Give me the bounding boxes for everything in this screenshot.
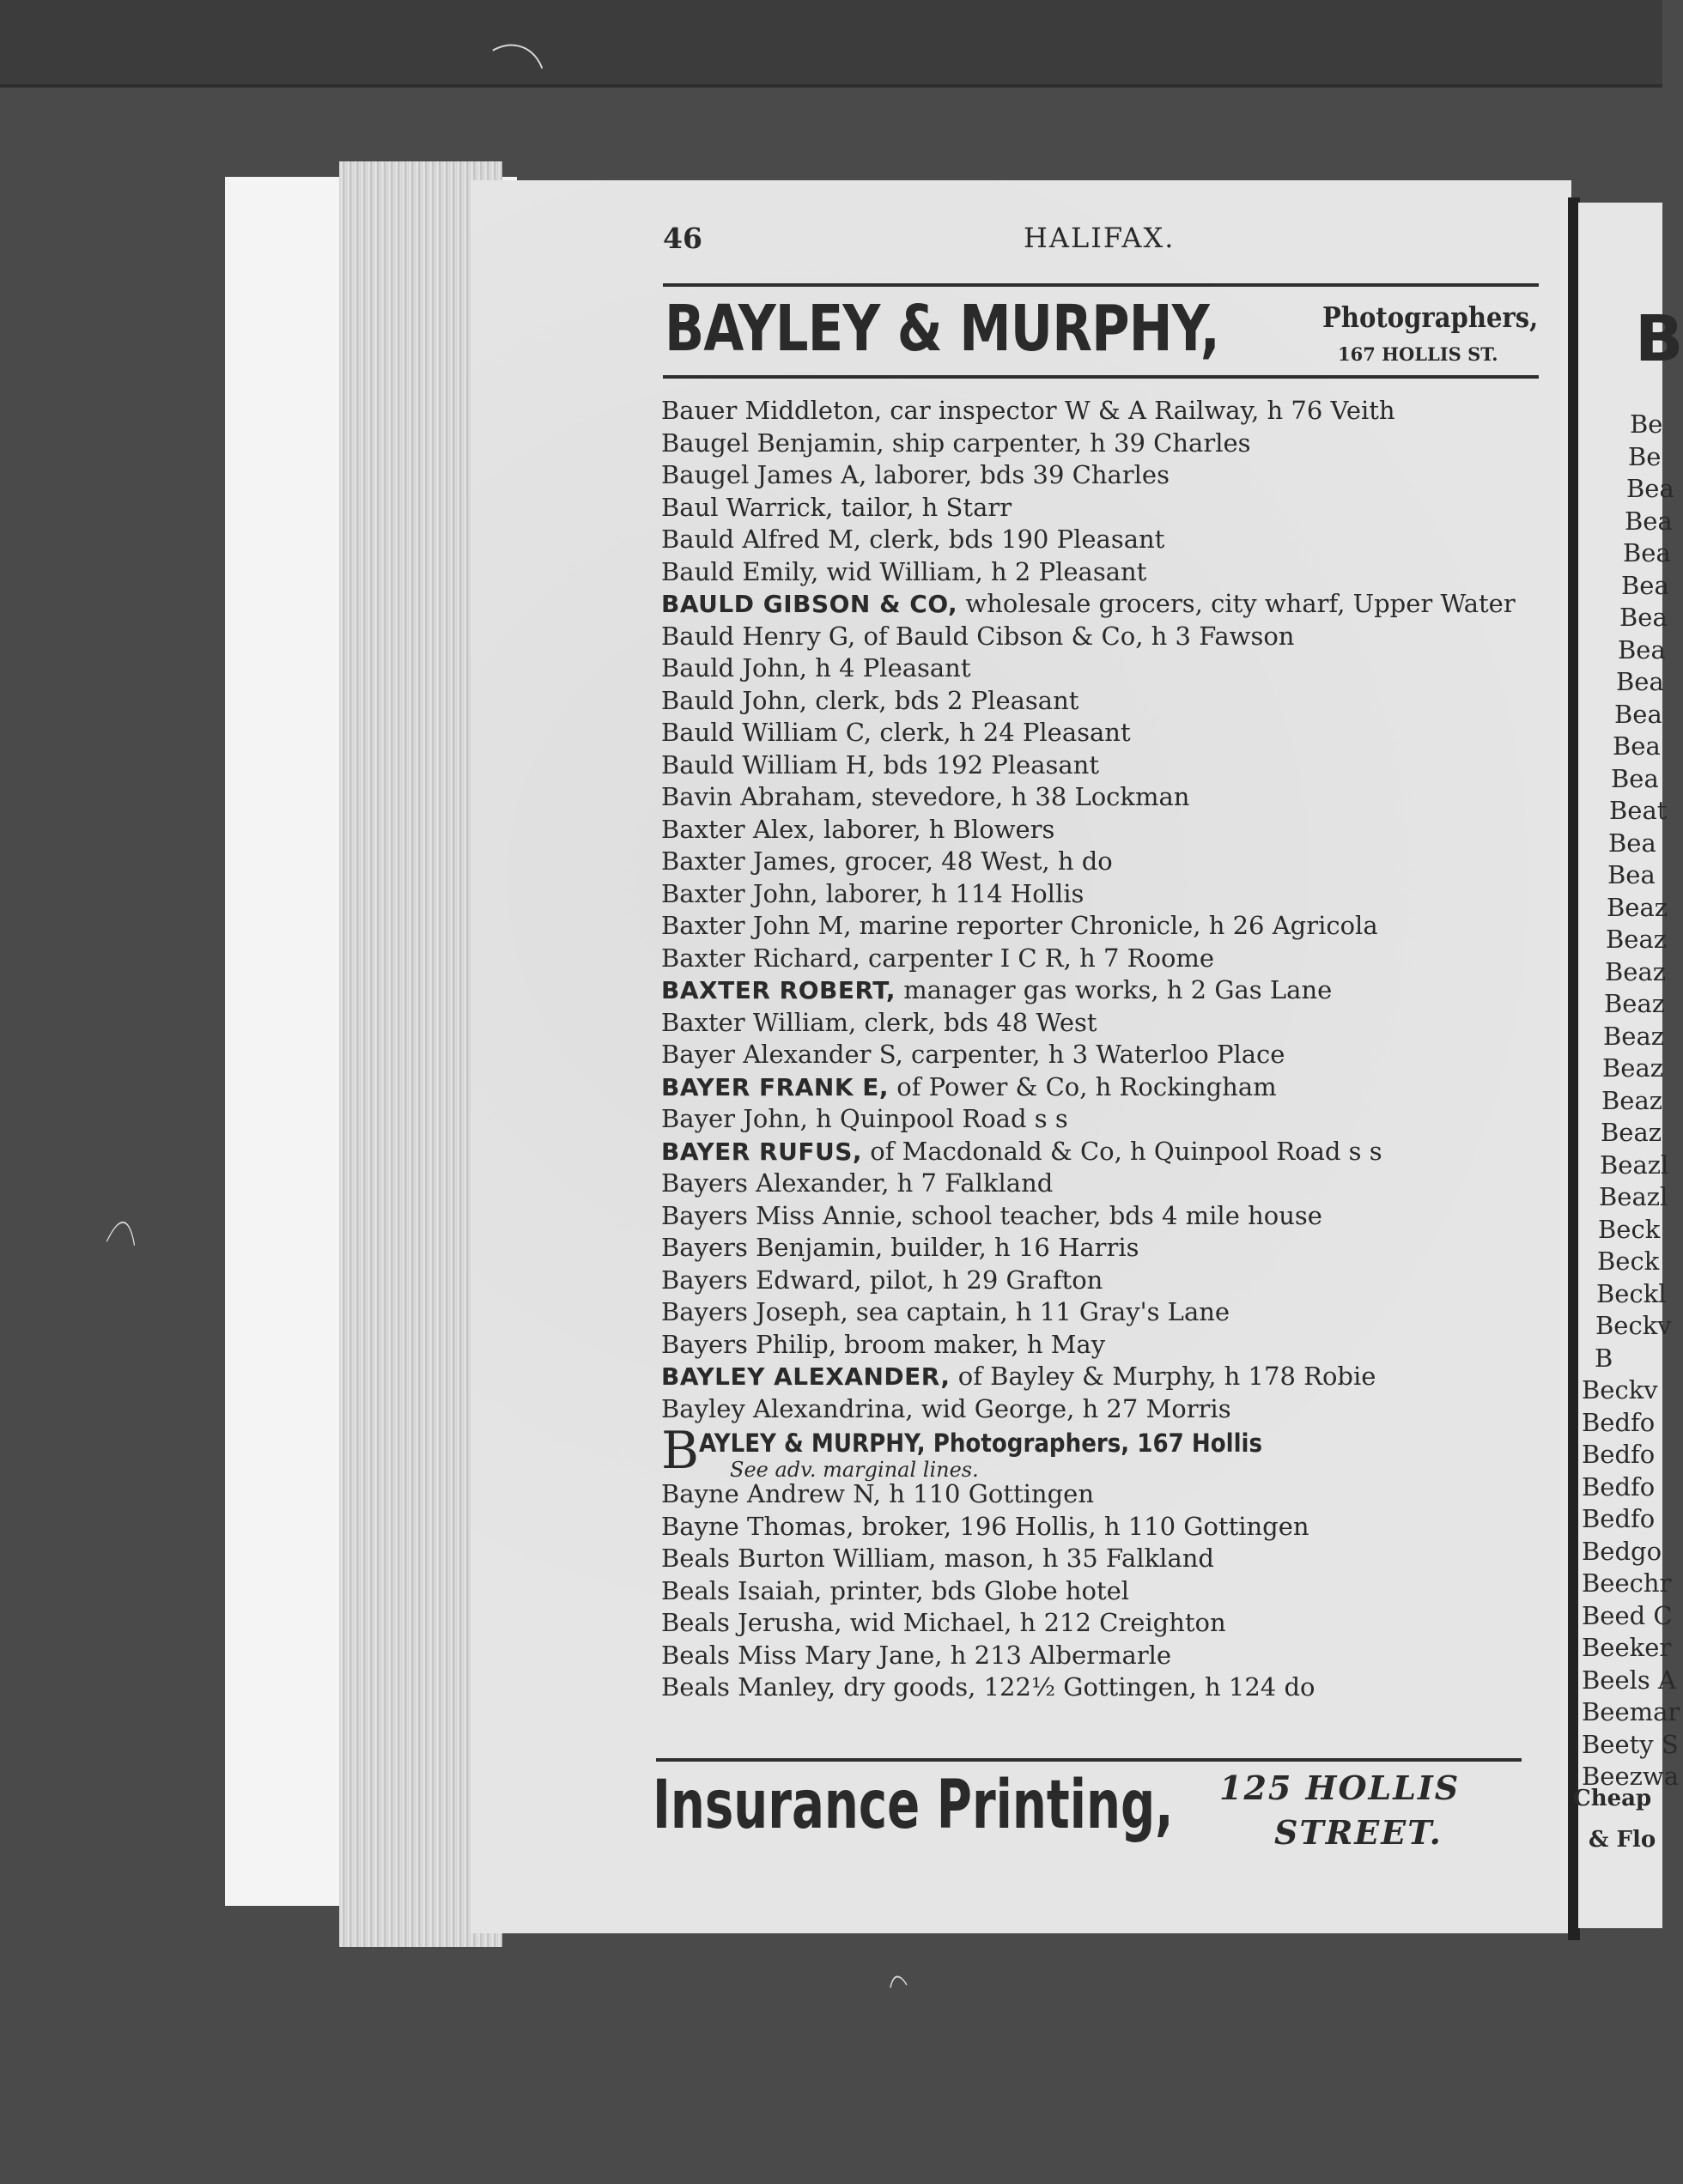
page-header — [663, 221, 1539, 264]
directory-entry — [661, 1478, 1571, 1511]
entry-text: Bayley Alexandrina, wid George, h 27 Morris — [661, 1393, 1231, 1423]
entry-text: Baugel James A, laborer, bds 39 Charles — [661, 460, 1170, 489]
footer-address-line2: STREET. — [1274, 1813, 1443, 1852]
facing-page-fragment: Bedfo — [1582, 1471, 1656, 1502]
entry-text: Bayers Alexander, h 7 Falkland — [661, 1168, 1054, 1198]
entry-text: Bauld William C, clerk, h 24 Pleasant — [661, 718, 1131, 747]
directory-entry — [661, 1039, 1571, 1071]
directory-entry — [661, 395, 1571, 428]
banner-rule-bottom — [663, 375, 1539, 379]
facing-page-fragment: Beels A — [1582, 1665, 1676, 1695]
entry-text: Baxter Richard, carpenter I C R, h 7 Roome — [661, 943, 1215, 973]
directory-entry — [661, 1168, 1571, 1200]
facing-page-fragment: Bedfo — [1582, 1407, 1656, 1437]
directory-entry — [661, 1393, 1571, 1426]
entry-text: Bayers Benjamin, builder, h 16 Harris — [661, 1233, 1139, 1262]
entry-text: Bavin Abraham, stevedore, h 38 Lockman — [661, 782, 1190, 811]
entry-text: Bauld Emily, wid William, h 2 Pleasant — [661, 556, 1147, 586]
facing-page-fragment: Bedfo — [1582, 1440, 1656, 1469]
facing-page-fragment: Bea — [1616, 667, 1664, 696]
entry-name: BAULD GIBSON & CO, — [661, 590, 958, 618]
facing-page-fragment: Beaz — [1606, 925, 1668, 954]
bayley-murphy-ad-entry — [661, 1421, 1571, 1482]
entry-text: Bayers Miss Annie, school teacher, bds 4 mile house — [661, 1200, 1322, 1230]
entry-name: BAYER RUFUS, — [661, 1137, 863, 1166]
entry-text: Bauld Henry G, of Bauld Cibson & Co, h 3 Fawson — [661, 621, 1295, 651]
directory-entry — [661, 1103, 1571, 1136]
directory-entry — [661, 749, 1571, 782]
facing-page-fragment: Bea — [1625, 506, 1673, 536]
dust-fiber — [878, 1973, 946, 2152]
entry-text: of Bayley & Murphy, h 178 Robie — [950, 1362, 1376, 1391]
entries-group-a — [661, 395, 1571, 1425]
facing-page-fragment: Beckv — [1595, 1311, 1672, 1340]
entry-text: Baxter William, clerk, bds 48 West — [661, 1007, 1097, 1037]
facing-page-fragment: Beaz — [1603, 1021, 1665, 1051]
facing-page-fragment: B — [1595, 1343, 1613, 1373]
directory-entry — [661, 492, 1571, 525]
facing-page-fragment: Bea — [1608, 828, 1656, 858]
directory-entry — [661, 1671, 1571, 1704]
directory-entry — [661, 459, 1571, 492]
directory-entry — [661, 1607, 1571, 1640]
directory-entry — [661, 846, 1571, 878]
directory-entry — [661, 814, 1571, 846]
facing-page-fragment: Bea — [1607, 860, 1656, 889]
directory-entry — [661, 1232, 1571, 1265]
facing-page-fragment: Beaz — [1604, 989, 1666, 1018]
directory-entry — [661, 1071, 1571, 1104]
entry-text: Bayer John, h Quinpool Road s s — [661, 1104, 1068, 1133]
facing-page-fragment: Beaz — [1601, 1085, 1663, 1115]
facing-page-footer-line1: Cheap — [1573, 1786, 1652, 1811]
directory-entry — [661, 1265, 1571, 1297]
directory-entries — [661, 395, 1571, 1704]
directory-entry — [661, 524, 1571, 556]
banner-firm-name: BAYLEY & MURPHY, — [665, 292, 1220, 366]
banner-rule-top — [663, 283, 1539, 287]
ad-initial: B — [661, 1421, 700, 1481]
entry-text: Baxter James, grocer, 48 West, h do — [661, 846, 1113, 876]
entry-text: Baxter Alex, laborer, h Blowers — [661, 814, 1055, 844]
entry-text: wholesale grocers, city wharf, Upper Water — [957, 589, 1516, 618]
facing-page-fragment: Beckl — [1596, 1278, 1667, 1308]
facing-page-fragment: Beck — [1598, 1214, 1661, 1244]
facing-page-fragment: Bea — [1626, 474, 1674, 503]
entry-text: Bayne Thomas, broker, 196 Hollis, h 110 Gottingen — [661, 1511, 1309, 1541]
entry-text: manager gas works, h 2 Gas Lane — [896, 975, 1333, 1004]
directory-entry — [661, 652, 1571, 685]
facing-page-fragment: Bedgo — [1582, 1536, 1662, 1566]
facing-page-fragment: Beaz — [1601, 1118, 1662, 1147]
entry-text: Baxter John, laborer, h 114 Hollis — [661, 878, 1085, 908]
facing-page-fragment: Bea — [1619, 603, 1668, 632]
entry-text: Bauld John, clerk, bds 2 Pleasant — [661, 685, 1079, 715]
entry-name: BAYLEY ALEXANDER, — [661, 1362, 951, 1391]
facing-page-fragment: Beazl — [1599, 1182, 1668, 1211]
entry-text: Beals Burton William, mason, h 35 Falkland — [661, 1544, 1214, 1573]
entry-text: Beals Isaiah, printer, bds Globe hotel — [661, 1575, 1130, 1605]
footer-rule — [656, 1758, 1522, 1762]
directory-entry — [661, 910, 1571, 943]
facing-page-fragment: Bea — [1621, 570, 1669, 600]
entry-text: Bayers Joseph, sea captain, h 11 Gray's Lane — [661, 1297, 1230, 1326]
facing-page-fragment: Beazl — [1600, 1150, 1669, 1180]
directory-entry — [661, 556, 1571, 589]
directory-entry — [661, 1329, 1571, 1362]
entry-text: Bayers Philip, broom maker, h May — [661, 1329, 1106, 1359]
facing-page-fragment: Beety S — [1582, 1729, 1679, 1759]
directory-entry — [661, 588, 1571, 621]
entry-text: Bauld William H, bds 192 Pleasant — [661, 749, 1100, 780]
facing-page-fragment: Beaz — [1602, 1053, 1664, 1083]
film-border-top — [0, 0, 1662, 86]
entry-text: Beals Miss Mary Jane, h 213 Albermarle — [661, 1640, 1172, 1670]
facing-page-fragment: Bea — [1623, 538, 1671, 567]
facing-page-fragment: Beeker — [1582, 1633, 1672, 1662]
running-head: HALIFAX. — [1024, 221, 1176, 254]
entry-text: Baugel Benjamin, ship carpenter, h 39 Charles — [661, 428, 1251, 458]
directory-entry — [661, 1511, 1571, 1544]
film-edge-line — [0, 84, 1662, 88]
entry-text: Bauer Middleton, car inspector W & A Railway, h 76 Veith — [661, 396, 1395, 425]
facing-page-fragment: Beck — [1597, 1247, 1660, 1276]
facing-page-header-letter: B — [1635, 302, 1683, 376]
entry-text: Beals Jerusha, wid Michael, h 212 Creighton — [661, 1608, 1226, 1637]
directory-entry — [661, 781, 1571, 814]
entry-text: Bauld John, h 4 Pleasant — [661, 653, 971, 682]
facing-page-fragment: Beed C — [1582, 1600, 1673, 1630]
ad-line-2: See adv. marginal lines. — [730, 1458, 979, 1482]
directory-entry — [661, 1640, 1571, 1672]
facing-page-fragment: Be — [1630, 410, 1663, 439]
facing-page-fragment: Beat — [1609, 796, 1668, 825]
footer-address-line1: 125 HOLLIS — [1219, 1768, 1461, 1807]
footer-slogan: Insurance Printing, — [653, 1767, 1174, 1844]
banner-trade: Photographers, — [1322, 300, 1539, 334]
directory-entry — [661, 685, 1571, 718]
directory-entry — [661, 717, 1571, 749]
directory-entry — [661, 1575, 1571, 1608]
entry-text: of Power & Co, h Rockingham — [889, 1071, 1277, 1101]
entry-text: Bayne Andrew N, h 110 Gottingen — [661, 1479, 1095, 1508]
dust-fiber — [15, 1216, 159, 1740]
facing-page-fragment: Bea — [1611, 763, 1659, 793]
directory-entry — [661, 428, 1571, 460]
facing-page-fragment: Beemar — [1582, 1697, 1680, 1726]
entry-text: of Macdonald & Co, h Quinpool Road s s — [862, 1136, 1382, 1166]
ad-line-1: AYLEY & MURPHY, Photographers, 167 Hollis — [699, 1429, 1263, 1458]
entries-group-b — [661, 1478, 1571, 1704]
directory-entry — [661, 1136, 1571, 1168]
facing-page-fragment: Bea — [1618, 634, 1666, 664]
directory-entry — [661, 974, 1571, 1007]
entry-name: BAYER FRANK E, — [661, 1072, 890, 1101]
directory-entry — [661, 1007, 1571, 1040]
directory-entry — [661, 1361, 1571, 1393]
entry-text: Baxter John M, marine reporter Chronicle, h 26 Agricola — [661, 911, 1378, 940]
entry-text: Baul Warrick, tailor, h Starr — [661, 492, 1012, 522]
facing-page — [1578, 203, 1680, 1928]
directory-entry — [661, 1543, 1571, 1575]
entry-text: Beals Manley, dry goods, 122½ Gottingen, h 124 do — [661, 1672, 1315, 1702]
directory-entry — [661, 1200, 1571, 1233]
facing-page-fragment: Bedfo — [1582, 1504, 1656, 1533]
facing-page-fragment: Be — [1628, 441, 1662, 471]
banner-address: 167 HOLLIS ST. — [1338, 343, 1498, 365]
page-number: 46 — [663, 221, 702, 255]
facing-page-fragment: Beechr — [1582, 1568, 1672, 1598]
directory-entry — [661, 1296, 1571, 1329]
entry-name: BAXTER ROBERT, — [661, 976, 896, 1004]
directory-entry — [661, 943, 1571, 975]
facing-page-fragment: Beaz — [1605, 956, 1667, 986]
facing-page-fragment: Bea — [1614, 699, 1662, 729]
directory-entry — [661, 621, 1571, 653]
facing-page-fragment: Beaz — [1607, 892, 1668, 922]
entry-text: Bauld Alfred M, clerk, bds 190 Pleasant — [661, 525, 1165, 554]
facing-page-footer-line2: & Flo — [1589, 1827, 1656, 1853]
facing-page-entries — [1578, 409, 1680, 1793]
facing-page-fragment: Beezwa — [1582, 1762, 1680, 1791]
facing-page-fragment: Beckv — [1582, 1375, 1658, 1404]
entry-text: Bayers Edward, pilot, h 29 Grafton — [661, 1265, 1103, 1295]
directory-entry — [661, 878, 1571, 911]
facing-page-fragment: Bea — [1613, 731, 1661, 761]
entry-text: Bayer Alexander S, carpenter, h 3 Waterloo Place — [661, 1040, 1285, 1069]
